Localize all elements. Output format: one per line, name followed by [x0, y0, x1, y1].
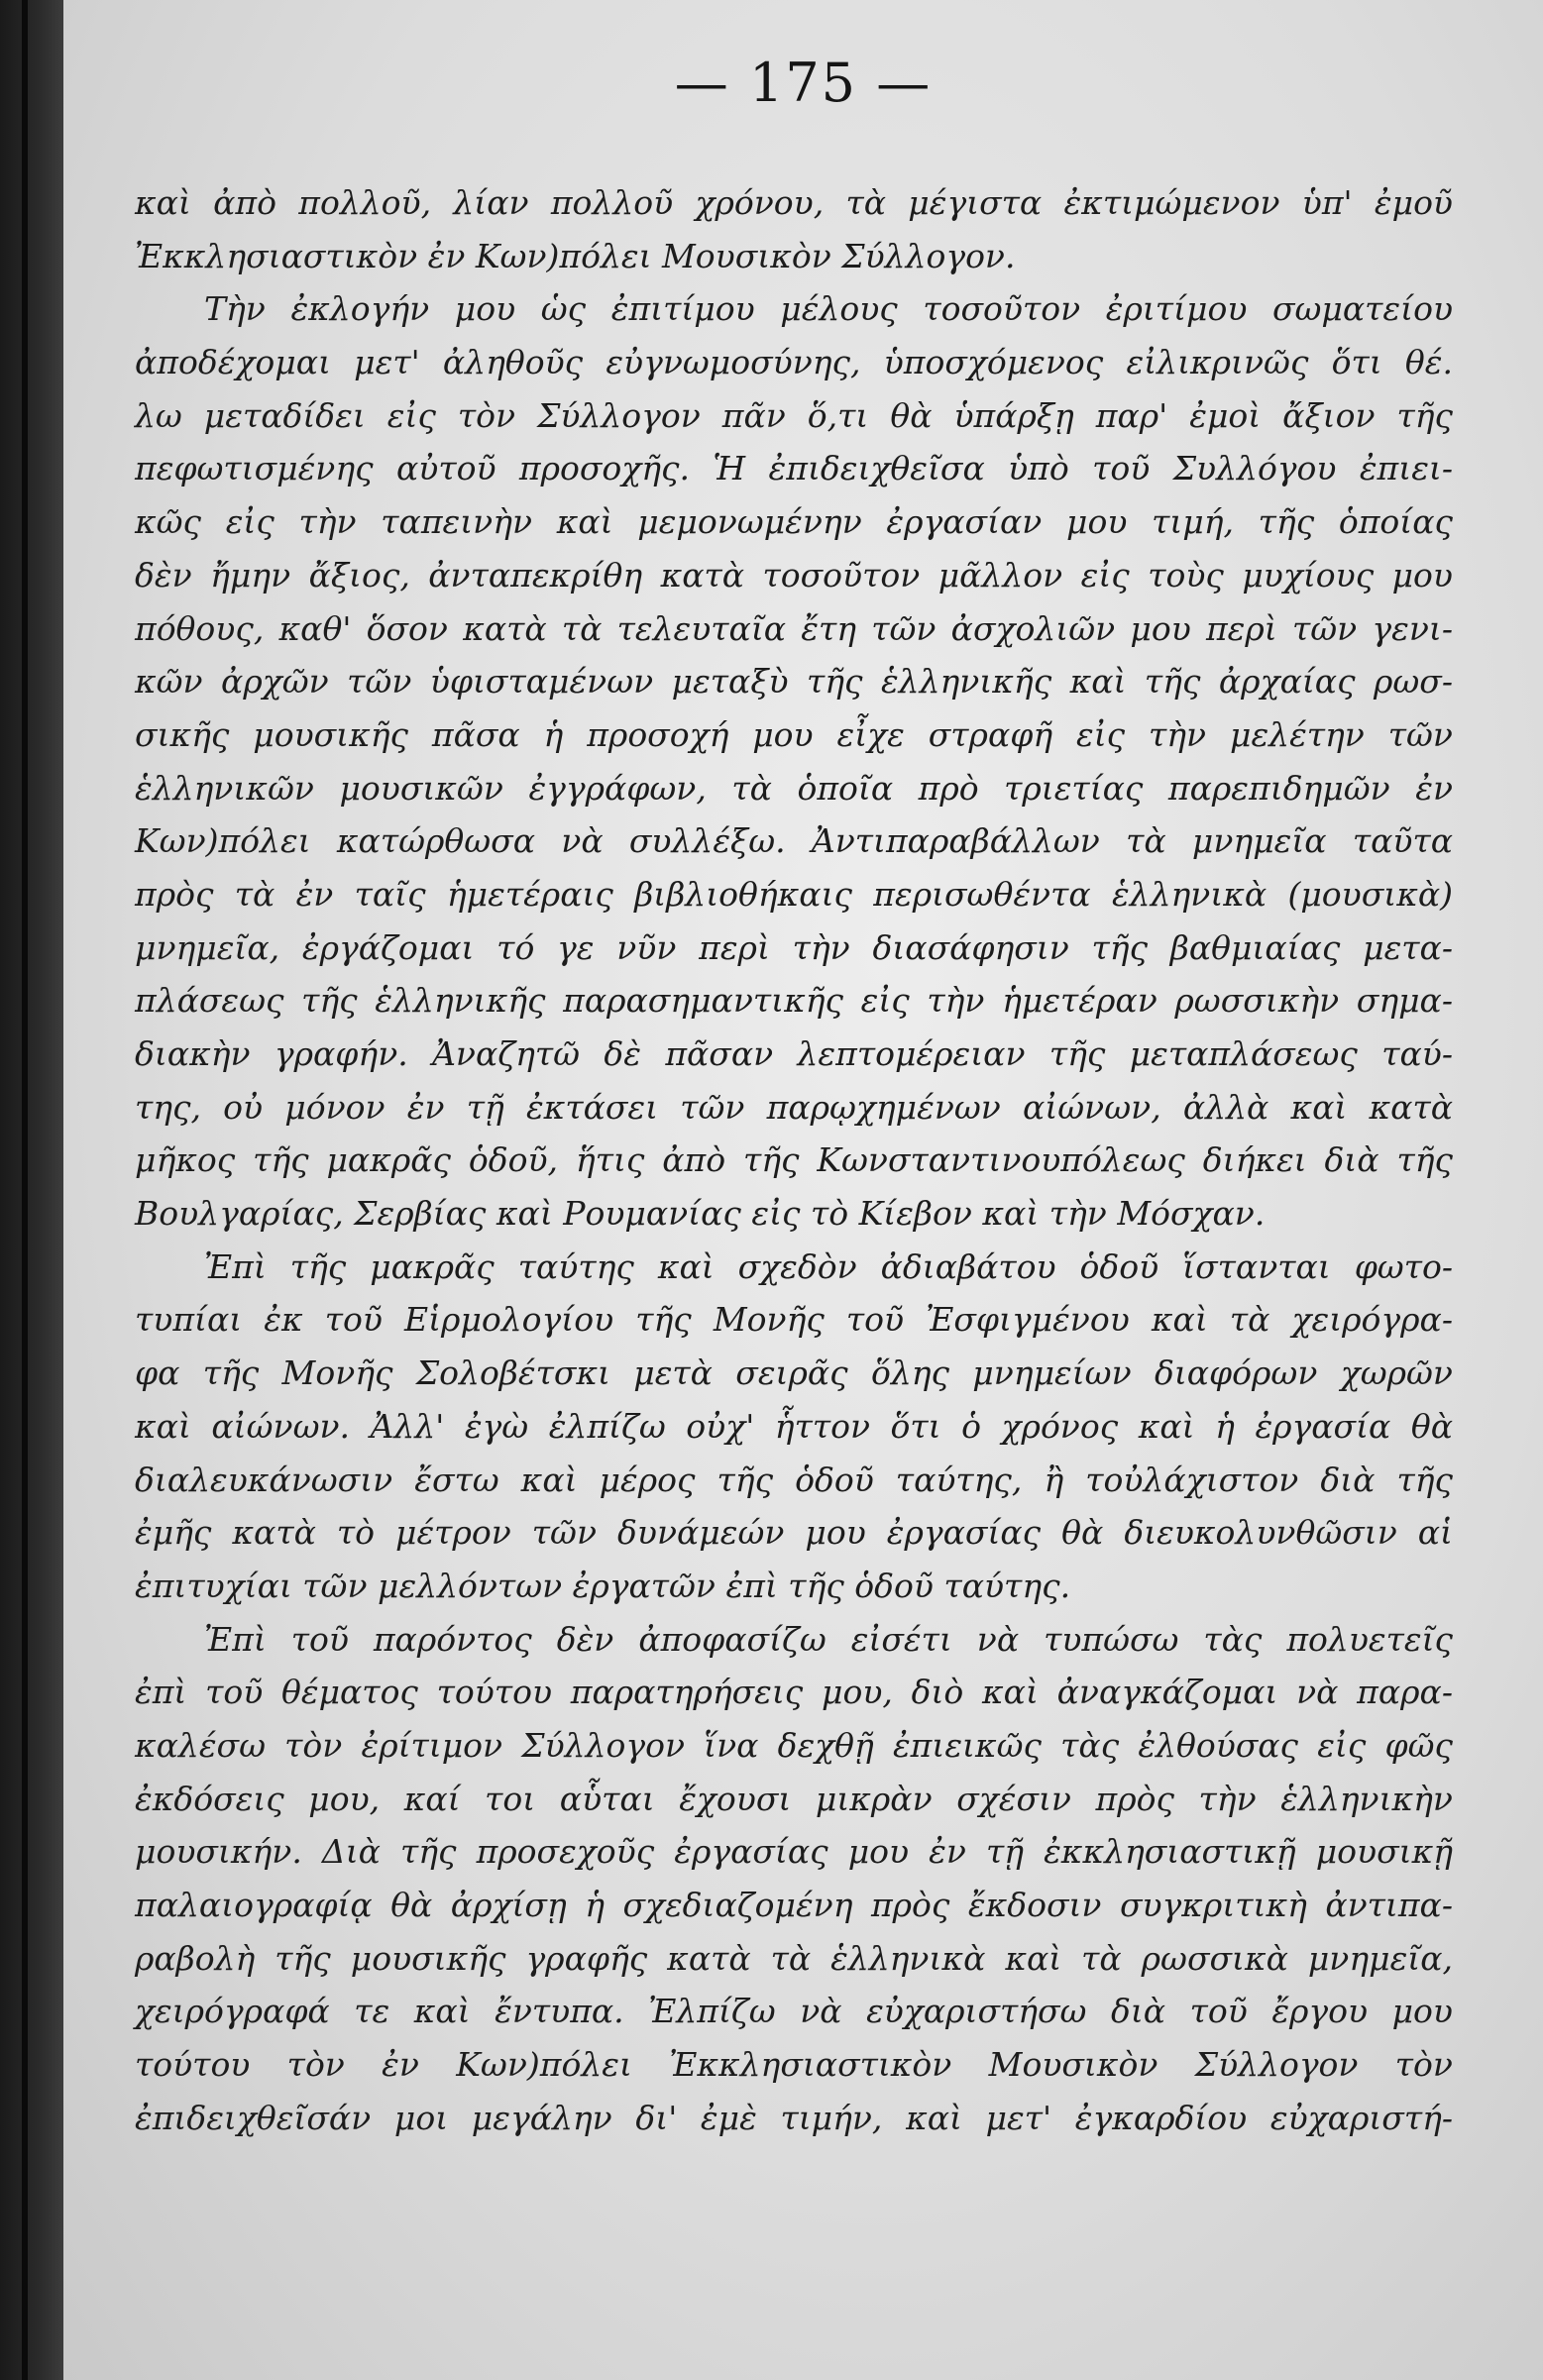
text-line: φα τῆς Μονῆς Σολοβέτσκι μετὰ σειρᾶς ὅλης μνημείων διαφόρων χωρῶν — [135, 1353, 1453, 1393]
text-line: Κων)πόλει κατώρθωσα νὰ συλλέξω. Ἀντιπαραβάλλων τὰ μνημεῖα ταῦτα — [135, 821, 1453, 861]
text-line: πλάσεως τῆς ἑλληνικῆς παρασημαντικῆς εἰς τὴν ἡμετέραν ρωσσικὴν σημα- — [135, 981, 1453, 1021]
text-line: μουσικήν. Διὰ τῆς προσεχοῦς ἐργασίας μου ἐν τῇ ἐκκλησιαστικῇ μουσικῇ — [135, 1832, 1453, 1872]
text-line: ἀποδέχομαι μετ' ἀληθοῦς εὐγνωμοσύνης, ὑποσχόμενος εἰλικρινῶς ὅτι θέ. — [135, 343, 1453, 382]
text-line: καὶ αἰώνων. Ἀλλ' ἐγὼ ἐλπίζω οὐχ' ἧττον ὅτι ὁ χρόνος καὶ ἡ ἐργασία θὰ — [135, 1406, 1453, 1446]
text-line: χειρόγραφά τε καὶ ἔντυπα. Ἐλπίζω νὰ εὐχαριστήσω διὰ τοῦ ἔργου μου — [135, 1992, 1453, 2031]
text-line: ἐπιδειχθεῖσάν μοι μεγάλην δι' ἐμὲ τιμήν, καὶ μετ' ἐγκαρδίου εὐχαριστή- — [135, 2098, 1453, 2137]
text-line: Ἐκκλησιαστικὸν ἐν Κων)πόλει Μουσικὸν Σύλλογον. — [135, 236, 1016, 275]
text-line: διακὴν γραφήν. Ἀναζητῶ δὲ πᾶσαν λεπτομέρειαν τῆς μεταπλάσεως ταύ- — [135, 1034, 1453, 1073]
text-line: μνημεῖα, ἐργάζομαι τό γε νῦν περὶ τὴν διασάφησιν τῆς βαθμιαίας μετα- — [135, 927, 1453, 967]
page-number: — 175 — — [674, 52, 933, 114]
text-line: ραβολὴ τῆς μουσικῆς γραφῆς κατὰ τὰ ἑλληνικὰ καὶ τὰ ρωσσικὰ μνημεῖα, — [135, 1938, 1453, 1978]
text-line: ἐμῆς κατὰ τὸ μέτρον τῶν δυνάμεών μου ἐργασίας θὰ διευκολυνθῶσιν αἱ — [135, 1513, 1453, 1553]
text-line: τούτου τὸν ἐν Κων)πόλει Ἐκκλησιαστικὸν Μουσικὸν Σύλλογον τὸν — [135, 2045, 1453, 2085]
text-line: ἐπιτυχίαι τῶν μελλόντων ἐργατῶν ἐπὶ τῆς ὁδοῦ ταύτης. — [135, 1566, 1071, 1605]
text-line: πεφωτισμένης αὐτοῦ προσοχῆς. Ἡ ἐπιδειχθεῖσα ὑπὸ τοῦ Συλλόγου ἐπιει- — [135, 449, 1453, 488]
book-gutter — [0, 0, 63, 2380]
text-line: Ἐπὶ τοῦ παρόντος δὲν ἀποφασίζω εἰσέτι νὰ τυπώσω τὰς πολυετεῖς — [204, 1619, 1453, 1659]
book-page — [63, 0, 1543, 2380]
text-line: καλέσω τὸν ἐρίτιμον Σύλλογον ἵνα δεχθῇ ἐπιεικῶς τὰς ἐλθούσας εἰς φῶς — [135, 1725, 1453, 1765]
text-line: σικῆς μουσικῆς πᾶσα ἡ προσοχή μου εἶχε στραφῆ εἰς τὴν μελέτην τῶν — [135, 714, 1453, 754]
text-line: κῶν ἀρχῶν τῶν ὑφισταμένων μεταξὺ τῆς ἑλληνικῆς καὶ τῆς ἀρχαίας ρωσ- — [135, 662, 1453, 702]
text-line: Τὴν ἐκλογήν μου ὡς ἐπιτίμου μέλους τοσοῦτον ἐριτίμου σωματείου — [204, 289, 1453, 329]
text-line: ἑλληνικῶν μουσικῶν ἐγγράφων, τὰ ὁποῖα πρὸ τριετίας παρεπιδημῶν ἐν — [135, 768, 1453, 808]
text-line: ἐκδόσεις μου, καί τοι αὗται ἔχουσι μικρὰν σχέσιν πρὸς τὴν ἑλληνικὴν — [135, 1779, 1453, 1818]
body-text — [135, 176, 1453, 2144]
text-line: καὶ ἀπὸ πολλοῦ, λίαν πολλοῦ χρόνου, τὰ μέγιστα ἐκτιμώμενον ὑπ' ἐμοῦ — [135, 183, 1453, 222]
text-line: τυπίαι ἐκ τοῦ Εἱρμολογίου τῆς Μονῆς τοῦ Ἐσφιγμένου καὶ τὰ χειρόγρα- — [135, 1300, 1453, 1340]
text-line: κῶς εἰς τὴν ταπεινὴν καὶ μεμονωμένην ἐργασίαν μου τιμή, τῆς ὁποίας — [135, 502, 1453, 542]
text-line: δὲν ἤμην ἄξιος, ἀνταπεκρίθη κατὰ τοσοῦτον μᾶλλον εἰς τοὺς μυχίους μου — [135, 555, 1453, 595]
text-line: ἐπὶ τοῦ θέματος τούτου παρατηρήσεις μου, διὸ καὶ ἀναγκάζομαι νὰ παρα- — [135, 1673, 1453, 1712]
text-line: Βουλγαρίας, Σερβίας καὶ Ρουμανίας εἰς τὸ Κίεβον καὶ τὴν Μόσχαν. — [135, 1194, 1266, 1234]
text-line: της, οὐ μόνον ἐν τῇ ἐκτάσει τῶν παρῳχημένων αἰώνων, ἀλλὰ καὶ κατὰ — [135, 1087, 1453, 1127]
text-line: διαλευκάνωσιν ἔστω καὶ μέρος τῆς ὁδοῦ ταύτης, ἢ τοὐλάχιστον διὰ τῆς — [135, 1460, 1453, 1499]
text-line: πόθους, καθ' ὅσον κατὰ τὰ τελευταῖα ἔτη τῶν ἀσχολιῶν μου περὶ τῶν γενι- — [135, 608, 1453, 648]
binding-shadow — [22, 0, 28, 2380]
text-line: πρὸς τὰ ἐν ταῖς ἡμετέραις βιβλιοθήκαις περισωθέντα ἑλληνικὰ (μουσικὰ) — [135, 874, 1453, 914]
text-line: λω μεταδίδει εἰς τὸν Σύλλογον πᾶν ὅ,τι θὰ ὑπάρξῃ παρ' ἐμοὶ ἄξιον τῆς — [135, 395, 1453, 435]
text-line: μῆκος τῆς μακρᾶς ὁδοῦ, ἥτις ἀπὸ τῆς Κωνσταντινουπόλεως διήκει διὰ τῆς — [135, 1140, 1453, 1180]
text-line: Ἐπὶ τῆς μακρᾶς ταύτης καὶ σχεδὸν ἀδιαβάτου ὁδοῦ ἵστανται φωτο- — [204, 1246, 1453, 1286]
text-line: παλαιογραφίᾳ θὰ ἀρχίσῃ ἡ σχεδιαζομένη πρὸς ἔκδοσιν συγκριτικὴ ἀντιπα- — [135, 1886, 1453, 1924]
